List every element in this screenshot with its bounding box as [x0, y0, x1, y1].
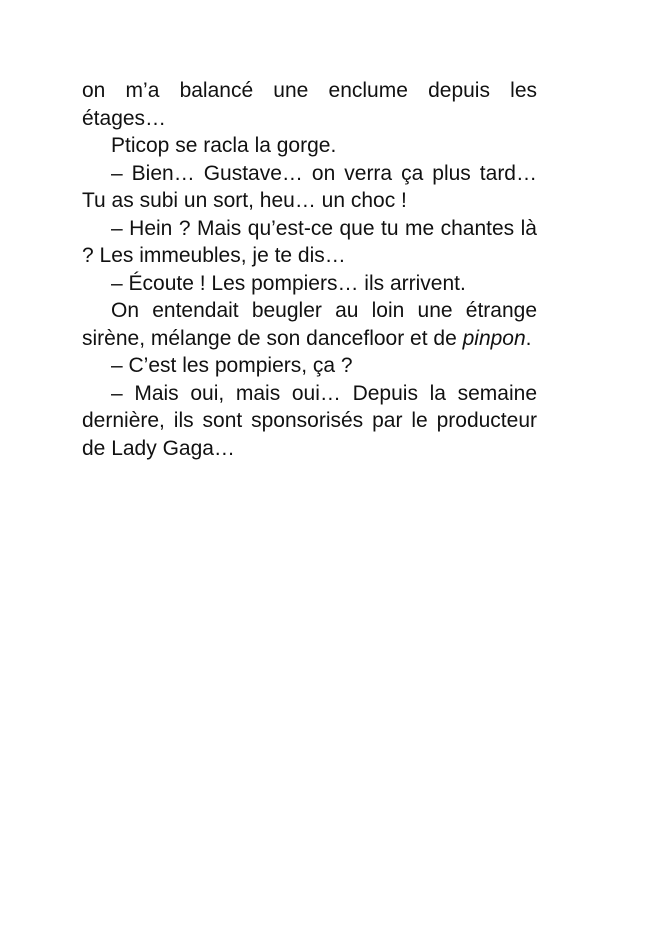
- paragraph-text-end: .: [525, 326, 532, 350]
- dialogue-line: – C’est les pompiers, ça ?: [111, 354, 353, 377]
- italic-word: pinpon: [462, 326, 526, 350]
- paragraph: Pticop se racla la gorge.: [111, 134, 337, 157]
- dialogue-line: – Écoute ! Les pompiers… ils arrivent.: [111, 271, 466, 295]
- paragraph: [82, 297, 537, 352]
- dialogue-line: – Bien… Gustave… on verra ça plus tard… Tu as subi un sort, heu… un choc !: [82, 161, 537, 212]
- paragraph-text: On entendait beugler au loin une étrange sirène, mélange de son dancefloor et de: [82, 299, 537, 350]
- paragraph-continuation: on m’a balancé une enclume depuis les étages…: [82, 79, 537, 130]
- dialogue-line: – Hein ? Mais qu’est-ce que tu me chantes là ? Les immeubles, je te dis…: [82, 216, 537, 267]
- dialogue-line: – Mais oui, mais oui… Depuis la semaine dernière, ils sont sponsorisés par le producteur de Lady Gaga…: [82, 381, 537, 460]
- body-text: [82, 77, 537, 462]
